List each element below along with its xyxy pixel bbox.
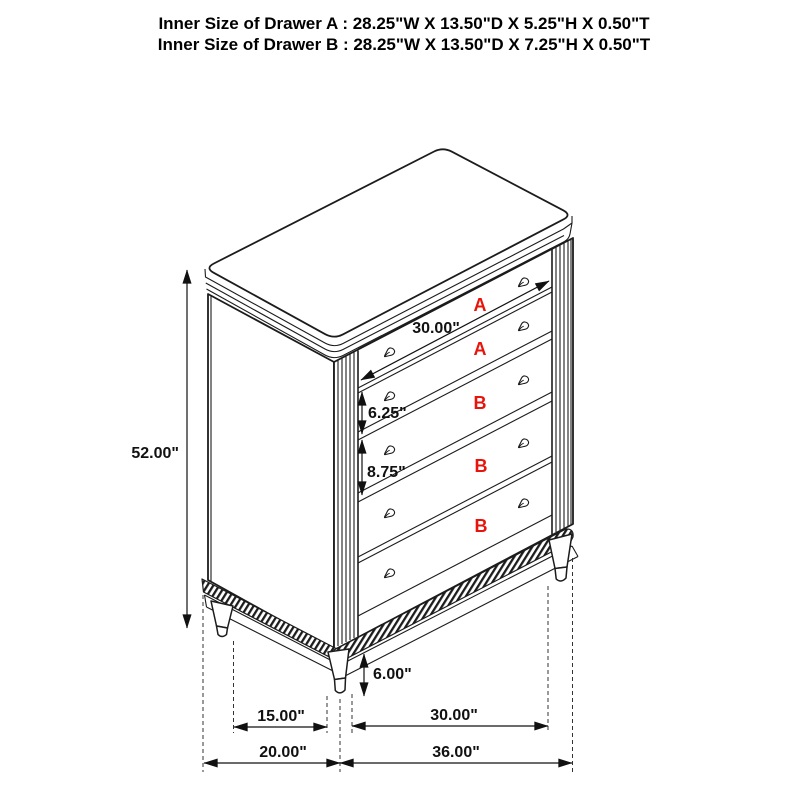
leg-front-center	[328, 649, 349, 693]
header	[158, 14, 651, 54]
dim-leg-height-label: 6.00"	[373, 666, 412, 683]
dim-leg-span-width	[352, 707, 548, 726]
dim-drawer-a-height-label: 6.25"	[368, 405, 407, 422]
dim-leg-span-width-label: 30.00"	[430, 707, 478, 724]
drawer-4-label: B	[474, 456, 488, 476]
drawer-2-label: A	[473, 339, 487, 359]
header-line-drawer-a: Inner Size of Drawer A : 28.25"W X 13.50"D X 5.25"H X 0.50"T	[158, 14, 650, 33]
dim-overall-width-label: 36.00"	[432, 744, 480, 761]
header-line-drawer-b: Inner Size of Drawer B : 28.25"W X 13.50"D X 7.25"H X 0.50"T	[157, 35, 651, 54]
drawer-1-label: A	[473, 295, 487, 315]
dim-overall-width	[340, 744, 572, 763]
drawer-3-label: B	[473, 393, 487, 413]
dim-leg-height	[364, 654, 412, 696]
drawer-5-label: B	[474, 516, 488, 536]
dim-overall-depth	[204, 744, 340, 763]
dim-drawer-b-height-label: 8.75"	[367, 464, 406, 481]
dim-leg-span-depth	[234, 708, 327, 727]
dim-overall-height	[131, 270, 187, 628]
leg-front-right	[549, 534, 572, 581]
dim-leg-span-depth-label: 15.00"	[257, 708, 305, 725]
dim-overall-height-label: 52.00"	[131, 445, 179, 462]
dim-drawer-width-label: 30.00"	[412, 320, 460, 337]
dim-overall-depth-label: 20.00"	[259, 744, 307, 761]
leg-back-left	[211, 601, 233, 637]
